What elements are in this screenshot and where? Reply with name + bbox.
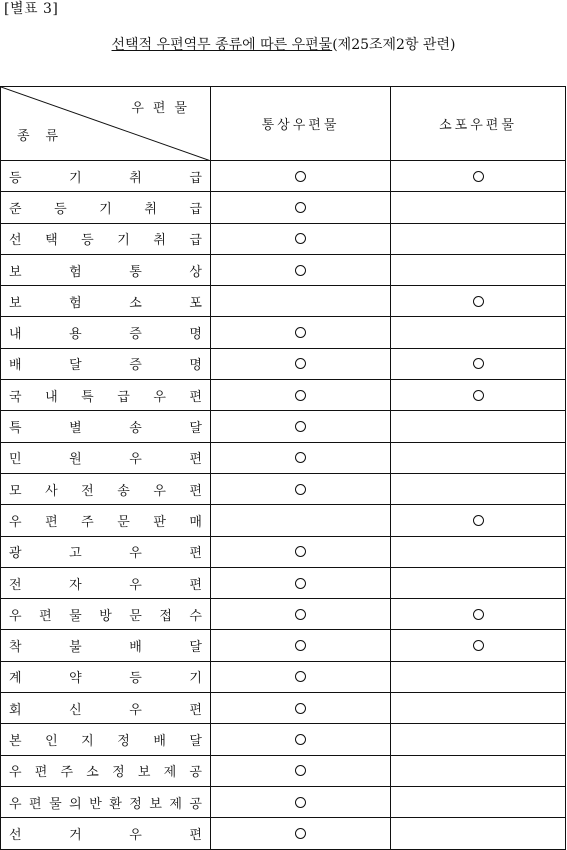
service-name-cell: [1, 599, 211, 630]
applicable-circle-mark: [295, 202, 306, 213]
applicable-circle-mark: [295, 390, 306, 401]
header-ordinary-mail: 통상우편물: [211, 87, 391, 161]
ordinary-mail-mark-cell: [211, 380, 391, 411]
parcel-mail-mark-cell: [391, 505, 566, 536]
parcel-mail-mark-cell: [391, 818, 566, 849]
mail-service-table: [0, 86, 566, 850]
parcel-mail-mark-cell: [391, 693, 566, 724]
service-name: 계 약 등 기: [9, 671, 202, 687]
service-name-cell: [1, 536, 211, 567]
table-row: [1, 442, 566, 473]
service-name-cell: [1, 286, 211, 317]
applicable-circle-mark: [295, 828, 306, 839]
table-row: [1, 630, 566, 661]
title-main: 선택적 우편역무 종류에 따른 우편물: [111, 37, 333, 53]
service-name-cell: [1, 567, 211, 598]
ordinary-mail-mark-cell: [211, 317, 391, 348]
applicable-circle-mark: [295, 484, 306, 495]
table-header-row: [1, 87, 566, 161]
table-row: [1, 348, 566, 379]
parcel-mail-mark-cell: [391, 599, 566, 630]
service-name: 광 고 우 편: [9, 546, 202, 562]
service-name: 우 편 주 문 판 매: [9, 514, 202, 530]
parcel-mail-mark-cell: [391, 317, 566, 348]
service-name: 보 험 통 상: [9, 264, 202, 280]
header-parcel-mail: 소포우편물: [391, 87, 566, 161]
ordinary-mail-mark-cell: [211, 442, 391, 473]
ordinary-mail-mark-cell: [211, 755, 391, 786]
parcel-mail-mark-cell: [391, 254, 566, 285]
table-row: [1, 473, 566, 504]
applicable-circle-mark: [473, 171, 484, 182]
parcel-mail-mark-cell: [391, 192, 566, 223]
parcel-mail-mark-cell: [391, 411, 566, 442]
parcel-mail-mark-cell: [391, 724, 566, 755]
service-name: 내 용 증 명: [9, 327, 202, 343]
service-name-cell: [1, 348, 211, 379]
ordinary-mail-mark-cell: [211, 286, 391, 317]
service-name: 배 달 증 명: [9, 358, 202, 374]
table-row: [1, 161, 566, 192]
parcel-mail-mark-cell: [391, 380, 566, 411]
ordinary-mail-mark-cell: [211, 786, 391, 817]
table-row: [1, 786, 566, 817]
service-name-cell: [1, 192, 211, 223]
service-name-cell: [1, 473, 211, 504]
service-name-cell: [1, 693, 211, 724]
applicable-circle-mark: [295, 734, 306, 745]
applicable-circle-mark: [295, 671, 306, 682]
service-name-cell: [1, 818, 211, 849]
applicable-circle-mark: [295, 358, 306, 369]
ordinary-mail-mark-cell: [211, 254, 391, 285]
service-name-cell: [1, 724, 211, 755]
parcel-mail-mark-cell: [391, 786, 566, 817]
applicable-circle-mark: [295, 765, 306, 776]
applicable-circle-mark: [295, 640, 306, 651]
applicable-circle-mark: [473, 296, 484, 307]
table-row: [1, 254, 566, 285]
applicable-circle-mark: [295, 233, 306, 244]
service-name-cell: [1, 223, 211, 254]
applicable-circle-mark: [473, 640, 484, 651]
service-name: 보 험 소 포: [9, 295, 202, 311]
service-name-cell: [1, 254, 211, 285]
ordinary-mail-mark-cell: [211, 630, 391, 661]
ordinary-mail-mark-cell: [211, 567, 391, 598]
service-name-cell: [1, 380, 211, 411]
ordinary-mail-mark-cell: [211, 411, 391, 442]
applicable-circle-mark: [295, 546, 306, 557]
ordinary-mail-mark-cell: [211, 348, 391, 379]
ordinary-mail-mark-cell: [211, 693, 391, 724]
parcel-mail-mark-cell: [391, 286, 566, 317]
service-name: 우 편 물 의 반 환 정 보 제 공: [9, 796, 202, 812]
table-row: [1, 411, 566, 442]
applicable-circle-mark: [295, 797, 306, 808]
title-legal-reference: (제25조제2항 관련): [332, 37, 456, 53]
service-name-cell: [1, 661, 211, 692]
applicable-circle-mark: [295, 609, 306, 620]
service-name: 민 원 우 편: [9, 452, 202, 468]
ordinary-mail-mark-cell: [211, 818, 391, 849]
table-row: [1, 192, 566, 223]
service-name: 등 기 취 급: [9, 170, 202, 186]
service-name: 회 신 우 편: [9, 702, 202, 718]
ordinary-mail-mark-cell: [211, 661, 391, 692]
applicable-circle-mark: [473, 609, 484, 620]
service-name-cell: [1, 161, 211, 192]
diagonal-header-cell: [1, 87, 211, 161]
ordinary-mail-mark-cell: [211, 724, 391, 755]
service-name-cell: [1, 786, 211, 817]
service-name: 준 등 기 취 급: [9, 201, 202, 217]
parcel-mail-mark-cell: [391, 536, 566, 567]
table-row: [1, 755, 566, 786]
service-name-cell: [1, 317, 211, 348]
table-row: [1, 567, 566, 598]
table-row: [1, 724, 566, 755]
table-row: [1, 693, 566, 724]
table-row: [1, 286, 566, 317]
parcel-mail-mark-cell: [391, 223, 566, 254]
appendix-label: [별표 3]: [4, 1, 59, 17]
ordinary-mail-mark-cell: [211, 192, 391, 223]
service-name: 우 편 물 방 문 접 수: [9, 608, 202, 624]
ordinary-mail-mark-cell: [211, 223, 391, 254]
parcel-mail-mark-cell: [391, 661, 566, 692]
table-row: [1, 505, 566, 536]
service-name: 본 인 지 정 배 달: [9, 733, 202, 749]
table-row: [1, 223, 566, 254]
applicable-circle-mark: [295, 452, 306, 463]
applicable-circle-mark: [295, 578, 306, 589]
applicable-circle-mark: [295, 421, 306, 432]
parcel-mail-mark-cell: [391, 755, 566, 786]
parcel-mail-mark-cell: [391, 567, 566, 598]
applicable-circle-mark: [295, 327, 306, 338]
parcel-mail-mark-cell: [391, 348, 566, 379]
applicable-circle-mark: [295, 265, 306, 276]
ordinary-mail-mark-cell: [211, 161, 391, 192]
table-row: [1, 661, 566, 692]
applicable-circle-mark: [295, 171, 306, 182]
table-row: [1, 317, 566, 348]
applicable-circle-mark: [473, 515, 484, 526]
parcel-mail-mark-cell: [391, 161, 566, 192]
table-row: [1, 380, 566, 411]
applicable-circle-mark: [473, 358, 484, 369]
table-row: [1, 818, 566, 849]
parcel-mail-mark-cell: [391, 630, 566, 661]
service-name-cell: [1, 411, 211, 442]
parcel-mail-mark-cell: [391, 442, 566, 473]
ordinary-mail-mark-cell: [211, 473, 391, 504]
service-name: 선 거 우 편: [9, 827, 202, 843]
header-mail-label: 우편물: [131, 101, 196, 116]
service-name: 우 편 주 소 정 보 제 공: [9, 765, 202, 781]
parcel-mail-mark-cell: [391, 473, 566, 504]
service-name-cell: [1, 630, 211, 661]
service-name: 모 사 전 송 우 편: [9, 483, 202, 499]
ordinary-mail-mark-cell: [211, 536, 391, 567]
service-name-cell: [1, 755, 211, 786]
service-name: 착 불 배 달: [9, 640, 202, 656]
service-name: 국 내 특 급 우 편: [9, 389, 202, 405]
table-row: [1, 599, 566, 630]
service-name-cell: [1, 442, 211, 473]
ordinary-mail-mark-cell: [211, 505, 391, 536]
service-name-cell: [1, 505, 211, 536]
document-title: [0, 36, 567, 54]
service-name: 선 택 등 기 취 급: [9, 233, 202, 249]
ordinary-mail-mark-cell: [211, 599, 391, 630]
applicable-circle-mark: [295, 703, 306, 714]
service-name: 전 자 우 편: [9, 577, 202, 593]
header-type-label: 종류: [17, 129, 75, 144]
applicable-circle-mark: [473, 390, 484, 401]
service-name: 특 별 송 달: [9, 421, 202, 437]
table-row: [1, 536, 566, 567]
